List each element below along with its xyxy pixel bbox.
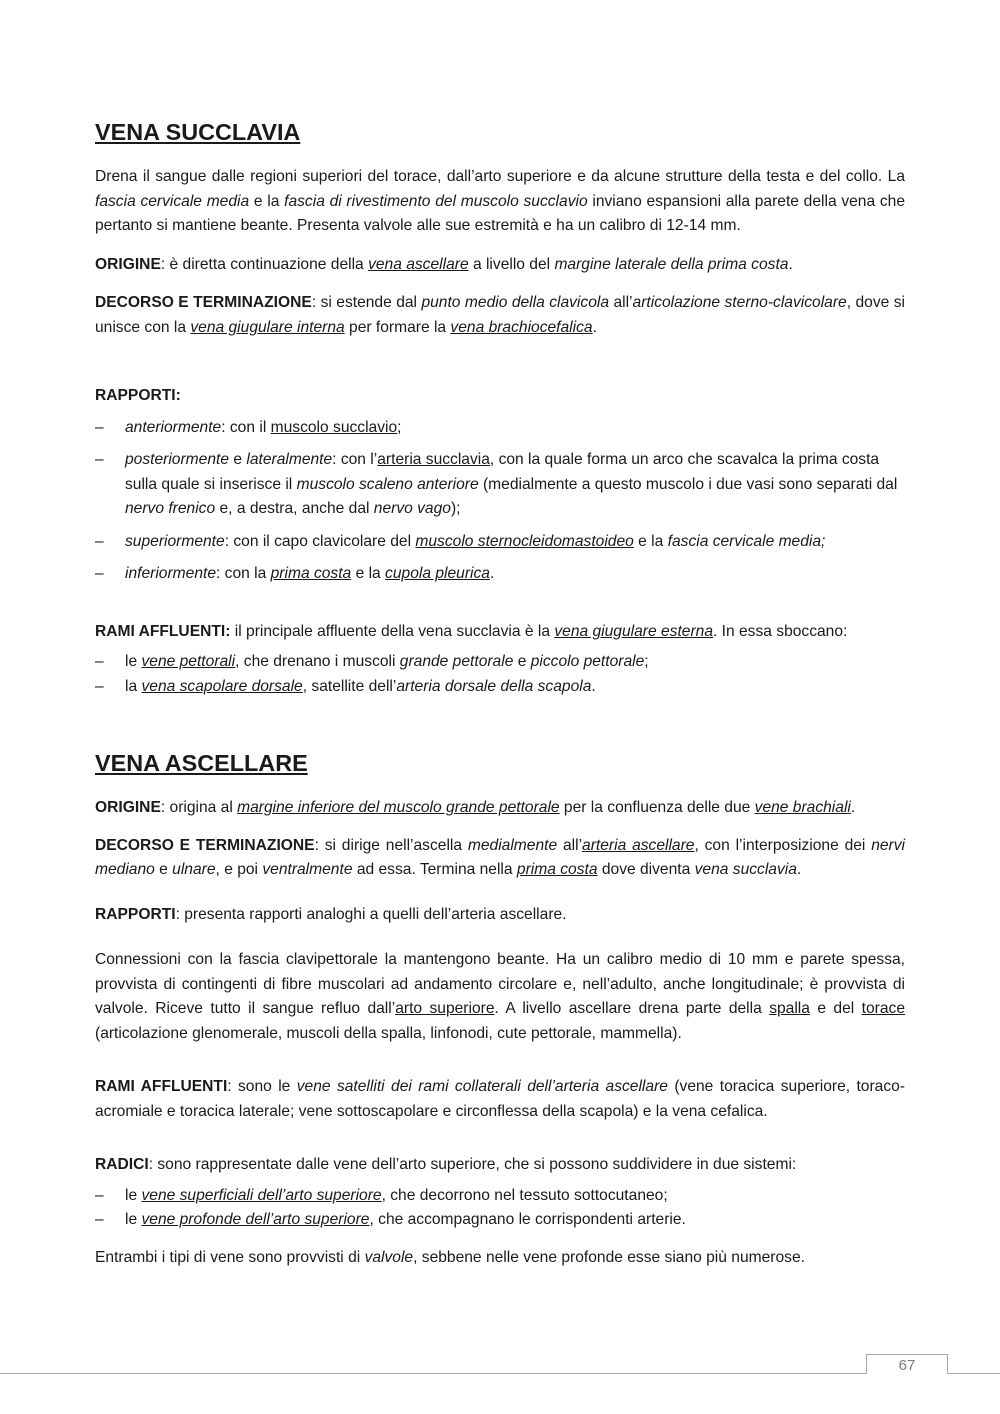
term: anteriormente xyxy=(125,418,222,436)
term: arto superiore xyxy=(395,1000,495,1017)
paragraph-radici xyxy=(95,1153,905,1178)
term: nervo vago xyxy=(373,500,451,517)
text: e del xyxy=(809,1000,862,1017)
term: muscolo scaleno anteriore xyxy=(296,475,479,493)
label-rapporti: RAPPORTI xyxy=(95,905,176,923)
term: lateralmente xyxy=(246,451,333,468)
paragraph-rapporti xyxy=(95,903,905,928)
text: Drena il sangue dalle regioni superiori del torace, dall’arto superiore e da alcune strutture della testa e del collo. La xyxy=(95,168,905,185)
text: . xyxy=(489,565,495,582)
term: vene profonde dell’arto superiore xyxy=(141,1211,370,1228)
text: : con il xyxy=(221,418,271,436)
text: . xyxy=(591,677,596,695)
term: punto medio della clavicola xyxy=(421,294,610,311)
list-item xyxy=(95,675,905,700)
term: medialmente xyxy=(467,836,558,854)
text: , satellite dell’ xyxy=(302,677,397,695)
term: inferiormente xyxy=(125,565,217,582)
text: ad essa. Termina nella xyxy=(352,861,517,878)
term: vena scapolare dorsale xyxy=(141,677,303,695)
text: inviano espansioni alla parete della vena che pertanto si mantiene beante. Presenta valvole alle sue estremità e ha un calibro di 12-14 mm. xyxy=(95,192,905,234)
text: . A livello ascellare drena parte della xyxy=(494,1000,770,1017)
text: , che accompagnano le corrispondenti arterie. xyxy=(369,1211,686,1228)
term: grande pettorale xyxy=(399,653,514,670)
term: superiormente xyxy=(125,532,225,550)
text: , e poi xyxy=(215,861,263,878)
term: cupola pleurica xyxy=(385,565,490,582)
term: nervo frenico xyxy=(125,500,216,517)
text: (articolazione glenomerale, muscoli della spalla, linfonodi, cute pettorale, mammella). xyxy=(95,1024,682,1042)
rami-list xyxy=(95,650,905,699)
term: muscolo succlavio xyxy=(270,418,398,436)
text: ); xyxy=(450,500,461,517)
term: vene pettorali xyxy=(141,653,236,670)
term: spalla xyxy=(769,1000,810,1017)
term: piccolo pettorale xyxy=(530,653,645,670)
term: valvole xyxy=(364,1248,414,1266)
label-rami: RAMI AFFLUENTI: xyxy=(95,622,231,640)
label-decorso: DECORSO E TERMINAZIONE xyxy=(95,836,315,854)
term: nervi mediano xyxy=(95,836,906,878)
term: muscolo sternocleidomastoideo xyxy=(415,532,634,550)
text: per formare la xyxy=(344,318,451,336)
text: , che drenano i muscoli xyxy=(235,653,400,670)
text: dove diventa xyxy=(597,861,695,878)
list-item xyxy=(95,530,905,555)
text: e xyxy=(229,451,247,468)
section-title-vena-succlavia: VENA SUCCLAVIA xyxy=(95,119,301,145)
list-item xyxy=(95,448,905,522)
text: per la confluenza delle due xyxy=(559,799,755,816)
text: : si dirige nell’ascella xyxy=(314,836,468,854)
term: arteria ascellare xyxy=(582,836,695,854)
term: vena giugulare interna xyxy=(190,318,345,336)
text: all’ xyxy=(557,836,583,854)
text: a livello del xyxy=(468,255,555,273)
text: e la xyxy=(351,565,386,582)
text: le xyxy=(125,653,142,670)
text: ; xyxy=(644,653,649,670)
term: fascia cervicale media; xyxy=(667,532,826,550)
label-origine: ORIGINE xyxy=(95,255,161,273)
list-item xyxy=(95,562,905,587)
term: vena brachiocefalica xyxy=(450,318,593,336)
text: : sono le xyxy=(227,1078,297,1095)
text: , sebbene nelle vene profonde esse siano più numerose. xyxy=(413,1248,805,1266)
term: prima costa xyxy=(516,861,598,878)
text: : origina al xyxy=(160,799,238,816)
paragraph-decorso xyxy=(95,834,905,883)
text: . xyxy=(592,318,597,336)
text: e, a destra, anche dal xyxy=(215,500,374,517)
term: ulnare xyxy=(172,861,216,878)
text: Entrambi i tipi di vene sono provvisti di xyxy=(95,1248,365,1266)
text: (vene toracica superiore, toraco-acromiale e toracica laterale; vene sottoscapolare e circonflessa della scapola) e la vena cefalica. xyxy=(95,1078,905,1120)
label-rapporti: RAPPORTI: xyxy=(95,387,181,404)
term: vena ascellare xyxy=(368,255,469,273)
text: , che decorrono nel tessuto sottocutaneo; xyxy=(381,1186,668,1204)
text: ; xyxy=(397,418,402,436)
term: vena giugulare esterna xyxy=(554,622,713,640)
paragraph-rami-affluenti xyxy=(95,1075,905,1124)
list-item xyxy=(95,1208,905,1233)
term: ventralmente xyxy=(262,861,353,878)
term: vene satelliti dei rami collaterali dell’arteria ascellare xyxy=(296,1078,668,1095)
list-item xyxy=(95,1184,905,1209)
paragraph-origine xyxy=(95,253,905,278)
text: . xyxy=(788,255,793,273)
term: fascia di rivestimento del muscolo succlavio xyxy=(284,192,588,210)
term: vene superficiali dell’arto superiore xyxy=(141,1186,382,1204)
text: la xyxy=(125,677,142,695)
term: prima costa xyxy=(270,565,352,582)
text: le xyxy=(125,1211,142,1228)
text: all’ xyxy=(609,294,633,311)
term: arteria dorsale della scapola xyxy=(396,677,592,695)
paragraph-origine xyxy=(95,796,905,821)
label-decorso: DECORSO E TERMINAZIONE xyxy=(95,294,312,311)
term: fascia cervicale media xyxy=(95,192,250,210)
text: : con l’ xyxy=(332,451,378,468)
document-page xyxy=(95,120,905,1270)
text: . In essa sboccano: xyxy=(713,622,848,640)
paragraph-entrambi xyxy=(95,1246,905,1271)
text: : si estende dal xyxy=(311,294,422,311)
text: le xyxy=(125,1186,142,1204)
term: vene brachiali xyxy=(754,799,851,816)
text: : presenta rapporti analoghi a quelli dell’arteria ascellare. xyxy=(175,905,567,923)
radici-list xyxy=(95,1184,905,1233)
text: , dove si unisce con la xyxy=(95,294,905,336)
text: e xyxy=(154,861,173,878)
text: . xyxy=(796,861,802,878)
term: posteriormente xyxy=(125,451,230,468)
text: (medialmente a questo muscolo i due vasi sono separati dal xyxy=(478,475,898,493)
text: e la xyxy=(249,192,285,210)
text: : sono rappresentate dalle vene dell’arto superiore, che si possono suddividere in due sistemi: xyxy=(148,1156,797,1173)
term: margine laterale della prima costa xyxy=(554,255,789,273)
paragraph-intro xyxy=(95,165,905,239)
text: . xyxy=(850,799,856,816)
text: , con la quale forma un arco che scavalca la prima costa sulla quale si inserisce il xyxy=(125,451,880,493)
list-item xyxy=(95,416,905,441)
label-rami: RAMI AFFLUENTI xyxy=(95,1078,228,1095)
paragraph-connessioni xyxy=(95,948,905,1046)
term: arteria succlavia xyxy=(377,451,490,468)
text: Connessioni con la fascia clavipettorale la mantengono beante. Ha un calibro medio di 10 mm e parete spessa, provvista di contingenti di fibre muscolari ad andamento circolare e, nell’adulto, anche longitudinale; è provvista di valvole. Riceve tutto il sangue refluo dall’ xyxy=(95,951,905,1017)
term: torace xyxy=(861,1000,906,1017)
label-radici: RADICI xyxy=(95,1156,149,1173)
text: e la xyxy=(633,532,668,550)
term: vena succlavia xyxy=(694,861,797,878)
paragraph-decorso xyxy=(95,291,905,340)
text: : con il capo clavicolare del xyxy=(224,532,416,550)
footer-rule xyxy=(0,1373,1000,1374)
list-item xyxy=(95,650,905,675)
rapporti-list xyxy=(95,416,905,587)
text: il principale affluente della vena succlavia è la xyxy=(230,622,555,640)
section-title-vena-ascellare: VENA ASCELLARE xyxy=(95,750,308,776)
page-number: 67 xyxy=(866,1354,948,1374)
text: , con l’interposizione dei xyxy=(694,836,872,854)
paragraph-rami-affluenti xyxy=(95,620,905,645)
term: margine inferiore del muscolo grande pettorale xyxy=(237,799,560,816)
text: : con la xyxy=(216,565,271,582)
text: : è diretta continuazione della xyxy=(160,255,369,273)
text: e xyxy=(513,653,531,670)
term: articolazione sterno-clavicolare xyxy=(632,294,847,311)
label-origine: ORIGINE xyxy=(95,799,161,816)
